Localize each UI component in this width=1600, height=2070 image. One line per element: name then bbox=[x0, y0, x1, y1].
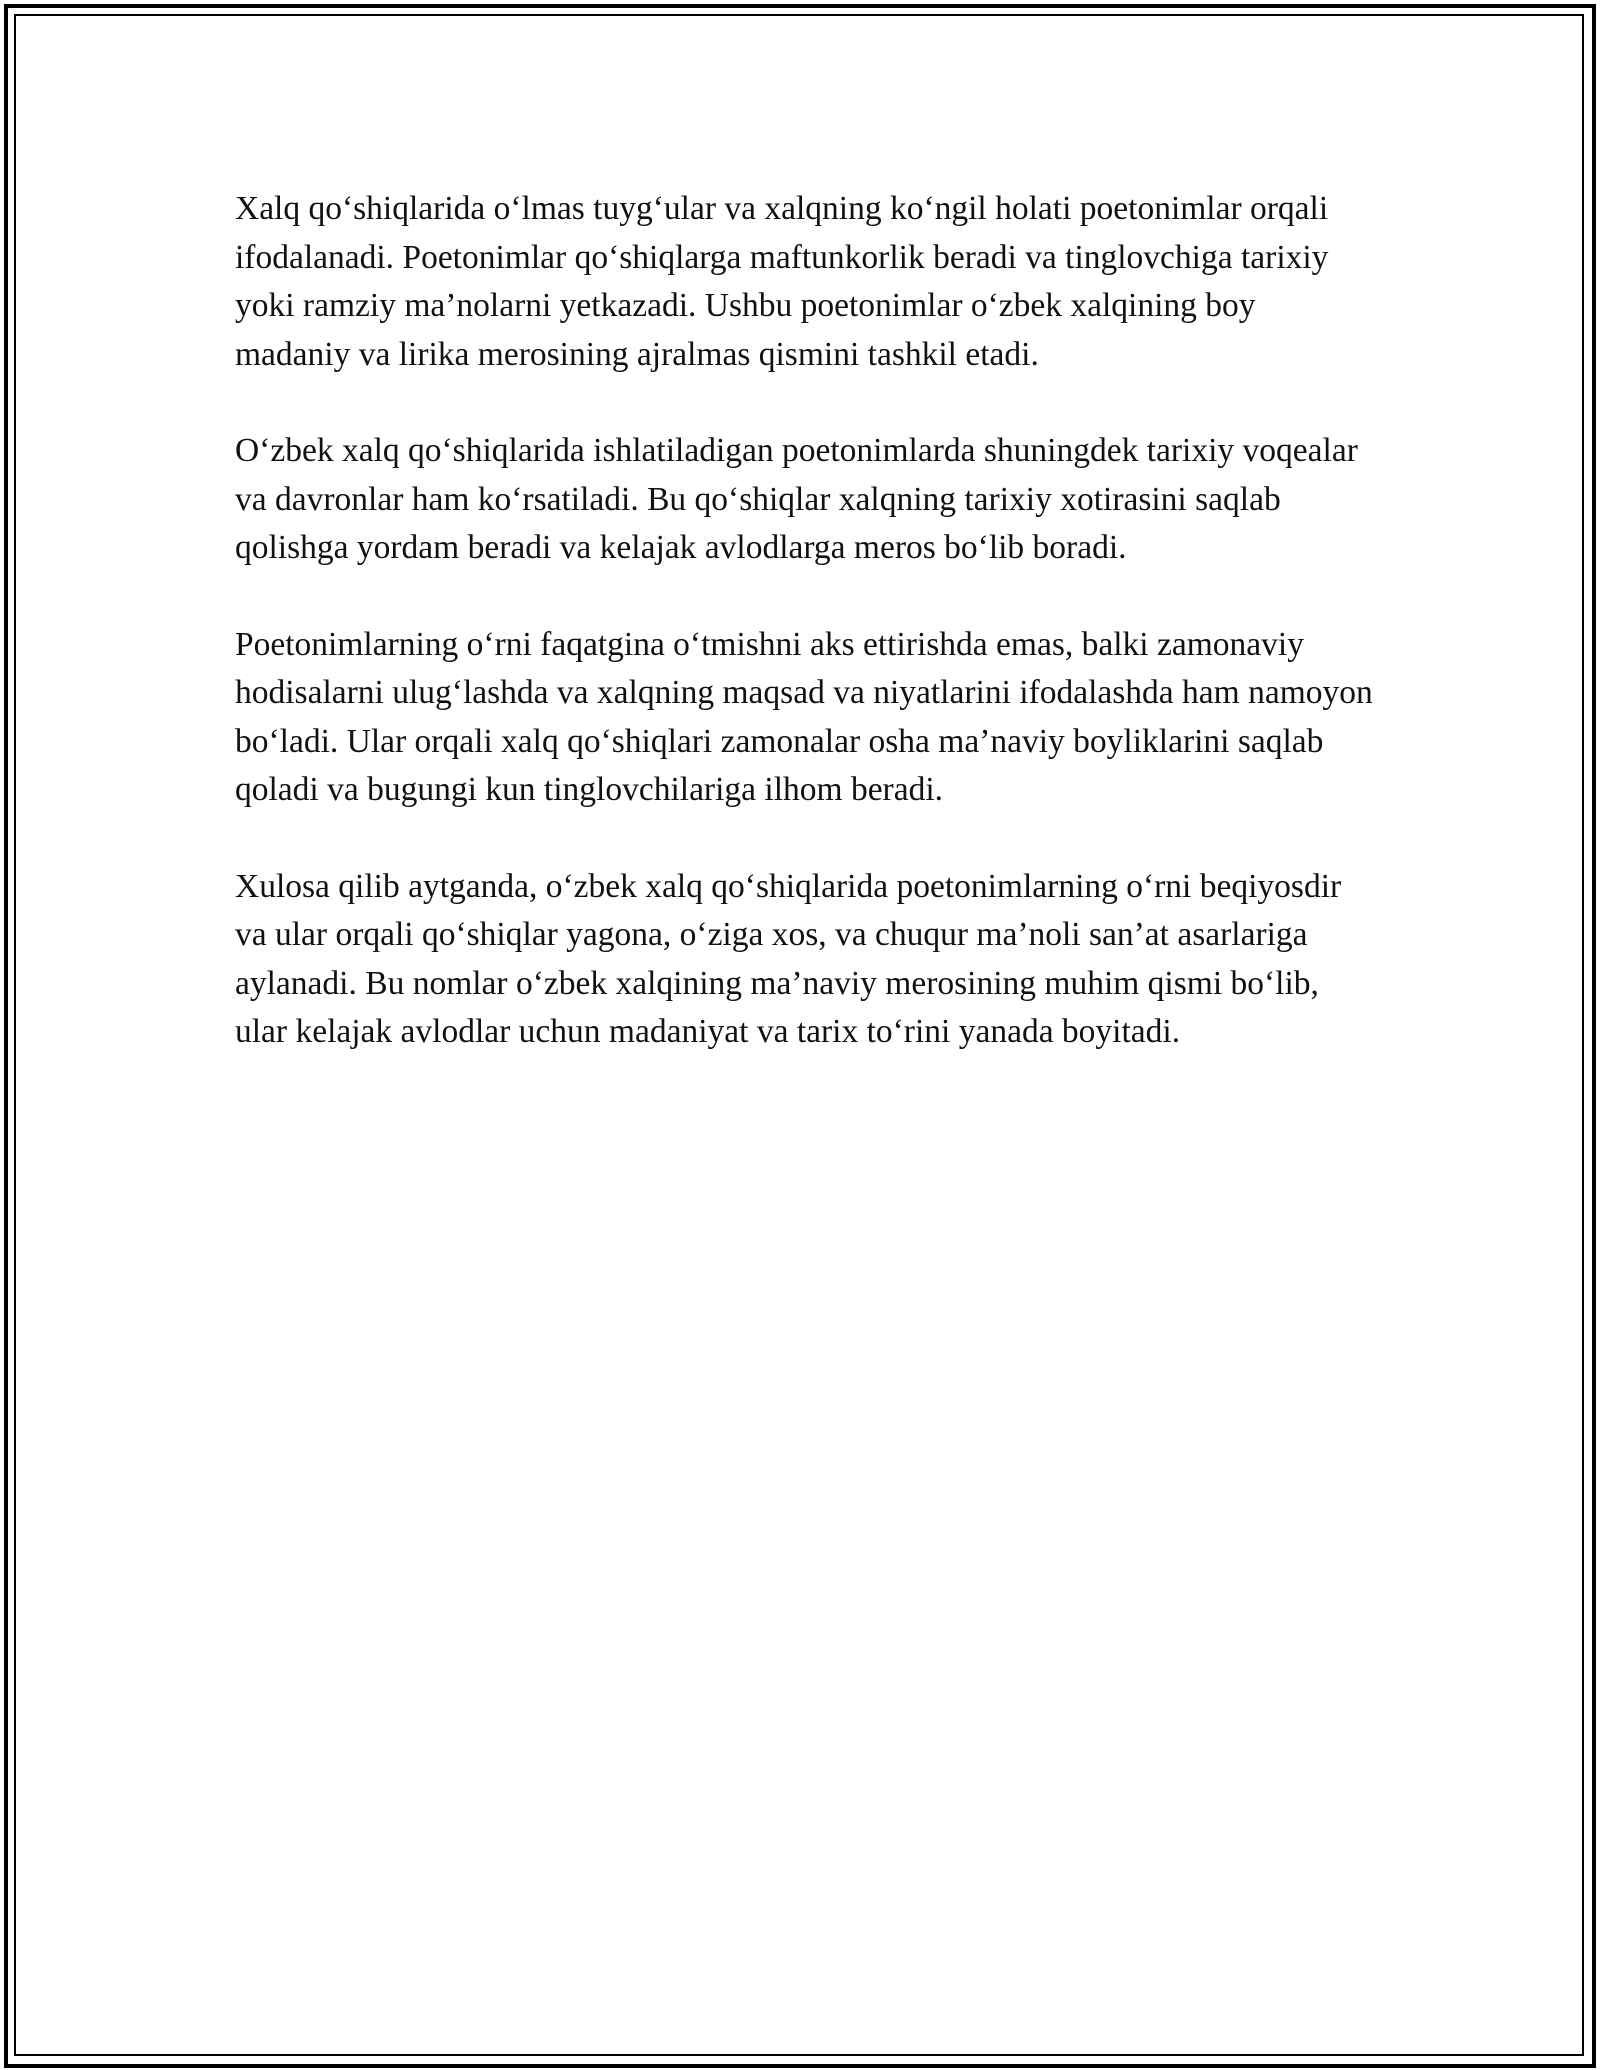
document-body bbox=[235, 185, 1375, 1105]
paragraph-2: O‘zbek xalq qo‘shiqlarida ishlatiladigan poetonimlarda shuningdek tarixiy voqealar va davronlar ham ko‘rsatiladi. Bu qo‘shiqlar xalqning tarixiy xotirasini saqlab qolishga yordam beradi va kelajak avlodlarga meros bo‘lib boradi. bbox=[235, 432, 1358, 566]
paragraph-3: Poetonimlarning o‘rni faqatgina o‘tmishni aks ettirishda emas, balki zamonaviy hodisalarni ulug‘lashda va xalqning maqsad va niyatlarini ifodalashda ham namoyon bo‘ladi. Ular orqali xalq qo‘shiqlari zamonalar osha ma’naviy boyliklarini saqlab qoladi va bugungi kun tinglovchilariga ilhom beradi. bbox=[235, 625, 1373, 808]
paragraph-1: Xalq qo‘shiqlarida o‘lmas tuyg‘ular va xalqning ko‘ngil holati poetonimlar orqali ifodalanadi. Poetonimlar qo‘shiqlarga maftunkorlik beradi va tinglovchiga tarixiy yoki ramziy ma’nolarni yetkazadi. Ushbu poetonimlar o‘zbek xalqining boy madaniy va lirika merosining ajralmas qismini tashkil etadi. bbox=[235, 190, 1329, 373]
paragraph-4: Xulosa qilib aytganda, o‘zbek xalq qo‘shiqlarida poetonimlarning o‘rni beqiyosdir va ular orqali qo‘shiqlar yagona, o‘ziga xos, va chuqur ma’noli san’at asarlariga aylanadi. Bu nomlar o‘zbek xalqining ma’naviy merosining muhim qismi bo‘lib, ular kelajak avlodlar uchun madaniyat va tarix to‘rini yanada boyitadi. bbox=[235, 867, 1342, 1050]
